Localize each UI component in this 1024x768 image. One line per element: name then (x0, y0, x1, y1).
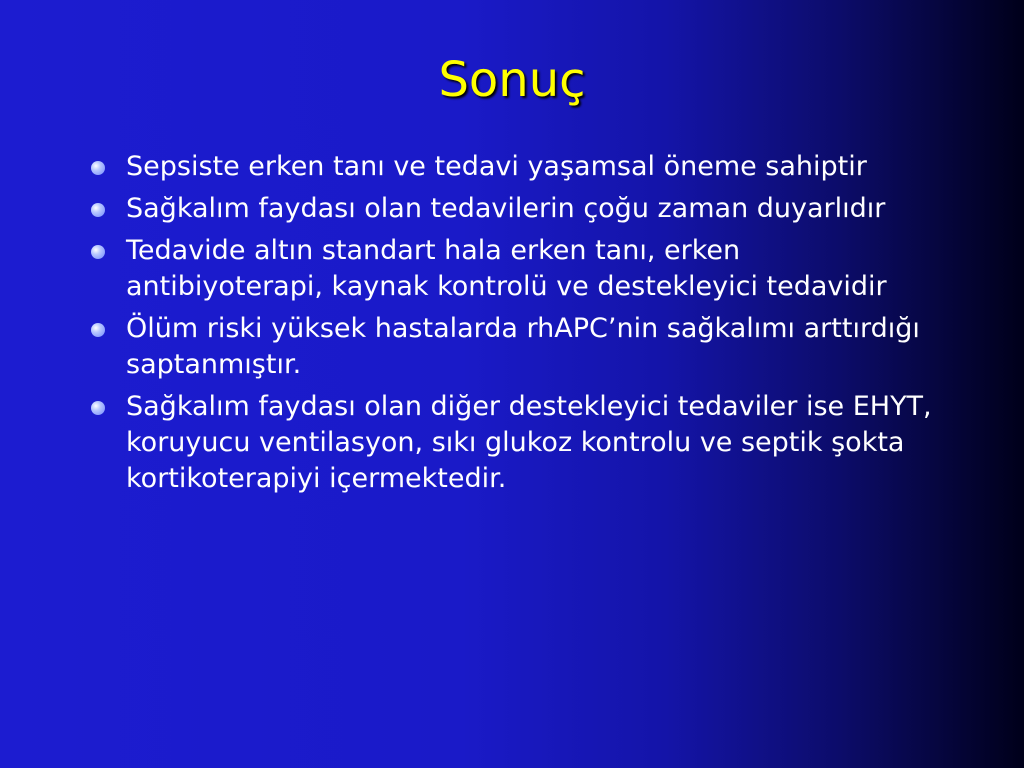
bullet-text: Tedavide altın standart hala erken tanı, erken antibiyoterapi, kaynak kontrolü ve destekleyici tedavidir (126, 235, 887, 302)
slide-title: Sonuç (438, 52, 586, 108)
bullet-dot-icon (91, 203, 105, 217)
bullet-text: Sepsiste erken tanı ve tedavi yaşamsal öneme sahiptir (126, 151, 867, 182)
bullet-text: Sağkalım faydası olan tedavilerin çoğu zaman duyarlıdır (126, 193, 886, 224)
bullet-text: Ölüm riski yüksek hastalarda rhAPC’nin sağkalımı arttırdığı saptanmıştır. (126, 313, 920, 380)
bullet-list (88, 149, 938, 503)
bullet-dot-icon (91, 245, 105, 259)
bullet-item (88, 149, 938, 185)
bullet-item (88, 311, 938, 383)
bullet-item (88, 233, 938, 305)
bullet-item (88, 389, 938, 497)
bullet-dot-icon (91, 401, 105, 415)
bullet-text: Sağkalım faydası olan diğer destekleyici tedaviler ise EHYT, koruyucu ventilasyon, sıkı glukoz kontrolu ve septik şokta kortikoterapiyi içermektedir. (126, 391, 932, 494)
bullet-dot-icon (91, 161, 105, 175)
bullet-dot-icon (91, 323, 105, 337)
bullet-item (88, 191, 938, 227)
